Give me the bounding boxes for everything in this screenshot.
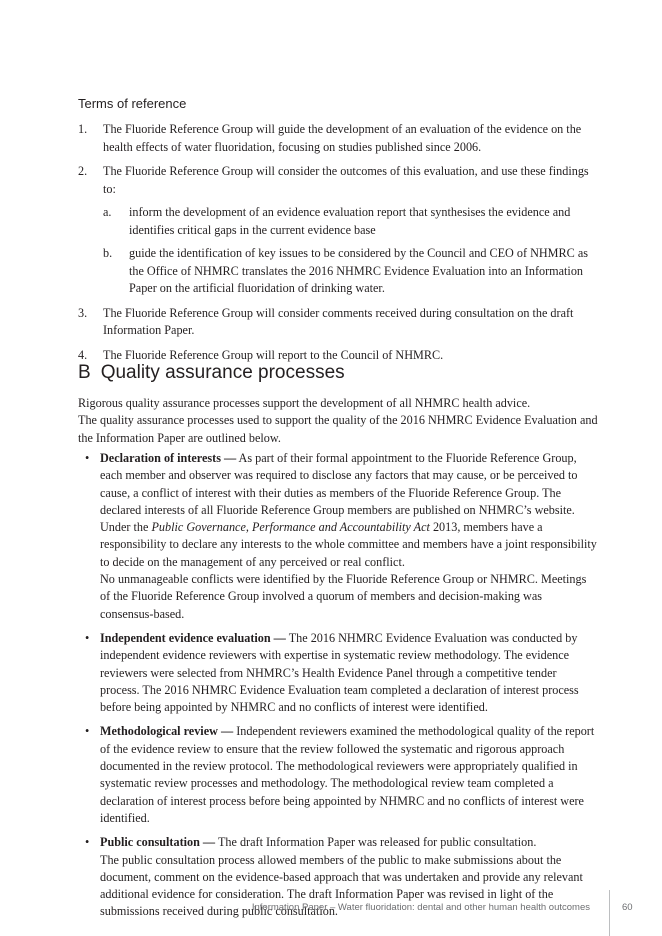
bullet-paragraph xyxy=(100,834,598,851)
bullet-paragraph-2: No unmanageable conflicts were identified by the Fluoride Reference Group or NHMRC. Meetings of the Fluoride Reference Group involved a quorum of members and decision-making was consensus-based. xyxy=(100,572,587,621)
list-marker: 1. xyxy=(78,122,88,136)
list-item-text: The Fluoride Reference Group will guide the development of an evaluation of the evidence on the health effects of water fluoridation, focusing on studies published since 2006. xyxy=(103,122,582,154)
bullet-icon: • xyxy=(85,630,90,645)
list-marker: 2. xyxy=(78,164,88,178)
sub-list xyxy=(103,204,598,298)
list-marker: 3. xyxy=(78,305,88,320)
bullet-text: The 2016 NHMRC Evidence Evaluation was conducted by independent evidence reviewers with expertise in systematic review methodology. The evidence reviewers were selected from NHMRC’s Health Evidence Panel through a competitive tender process. The 2016 NHMRC Evidence Evaluation team completed a declaration of interest process before being appointed by NHMRC and no conflicts of interest were identified. xyxy=(100,630,579,715)
bullet-text: The draft Information Paper was released for public consultation. xyxy=(215,835,537,850)
bullet-lead: Independent evidence evaluation — xyxy=(100,630,286,645)
bullet-paragraph xyxy=(100,723,598,827)
section-heading xyxy=(78,362,345,384)
footer-divider xyxy=(609,890,610,936)
bullet-lead: Public consultation — xyxy=(100,835,216,850)
terms-of-reference-list xyxy=(78,121,598,371)
bullet-item-methodological-review xyxy=(78,723,598,827)
sub-list-marker: b. xyxy=(103,246,113,260)
bullet-paragraph-2: The public consultation process allowed members of the public to make submissions about the document, comment on the evidence-based approach that was undertaken and provide any relevant additional evidence for consideration. The draft Information Paper was revised in light of the submissions received during public consultation. xyxy=(100,852,583,919)
sub-list-item xyxy=(103,245,598,298)
bullet-lead: Declaration of interests — xyxy=(100,451,237,465)
list-item-text: The Fluoride Reference Group will consider comments received during consultation on the draft Information Paper. xyxy=(103,305,574,337)
sub-list-item-text: inform the development of an evidence evaluation report that synthesises the evidence and identifies critical gaps in the current evidence base xyxy=(129,205,571,237)
section-letter: B xyxy=(78,362,91,383)
bullet-text: 2013, members have a responsibility to declare any interests to the whole committee and members have a joint responsibility to decide on the management of any perceived or real conflict. xyxy=(100,520,597,569)
bullet-icon: • xyxy=(85,835,90,850)
bullet-paragraph xyxy=(100,630,598,716)
section-intro xyxy=(78,395,598,447)
intro-paragraph: Rigorous quality assurance processes support the development of all NHMRC health advice. xyxy=(78,396,531,410)
bullet-paragraph xyxy=(100,450,598,571)
quality-assurance-list xyxy=(78,450,598,928)
act-title: Public Governance, Performance and Accountability Act xyxy=(151,520,430,535)
bullet-item-independent-evidence-evaluation xyxy=(78,630,598,716)
intro-paragraph: The quality assurance processes used to support the quality of the 2016 NHMRC Evidence Evaluation and the Information Paper are outlined below. xyxy=(78,413,598,445)
bullet-icon: • xyxy=(85,451,90,465)
footer-title: Information Paper – Water fluoridation: dental and other human health outcomes xyxy=(251,902,590,913)
page-number: 60 xyxy=(622,902,633,913)
list-marker: 4. xyxy=(78,347,88,362)
bullet-item-declaration-of-interests xyxy=(78,450,598,623)
sub-list-item-text: guide the identification of key issues to be considered by the Council and CEO of NHMRC as the Office of NHMRC translates the 2016 NHMRC Evidence Evaluation into an Information Paper on the artificial fluoridation of drinking water. xyxy=(129,246,588,295)
sub-list-marker: a. xyxy=(103,205,112,219)
section-title: Quality assurance processes xyxy=(100,362,345,383)
bullet-icon: • xyxy=(85,724,90,739)
sub-list-item xyxy=(103,204,598,239)
list-item-text: The Fluoride Reference Group will consider the outcomes of this evaluation, and use these findings to: xyxy=(103,164,589,196)
list-item xyxy=(78,305,598,340)
bullet-text: Independent reviewers examined the methodological quality of the report of the evidence review to ensure that the review followed the systematic and rigorous approach documented in the review protocol. The methodological reviewers were appropriately qualified in systematic review processes and methodology. The methodological review team completed a declaration of interest process before being appointed by NHMRC and no conflicts of interest were identified. xyxy=(100,724,595,825)
page-footer xyxy=(0,880,662,936)
bullet-lead: Methodological review — xyxy=(100,724,234,739)
list-item xyxy=(78,163,598,298)
list-item-text: The Fluoride Reference Group will report to the Council of NHMRC. xyxy=(103,347,444,362)
list-item xyxy=(78,121,598,156)
bullet-text: As part of their formal appointment to the Fluoride Reference Group, each member and observer was required to disclose any factors that may cause, or be perceived to cause, a conflict of interest with their duties as members of the Fluoride Reference Group. The declared interests of all Fluoride Reference Group members are published on NHMRC’s website. Under the xyxy=(100,451,578,535)
terms-of-reference-heading: Terms of reference xyxy=(78,96,187,111)
